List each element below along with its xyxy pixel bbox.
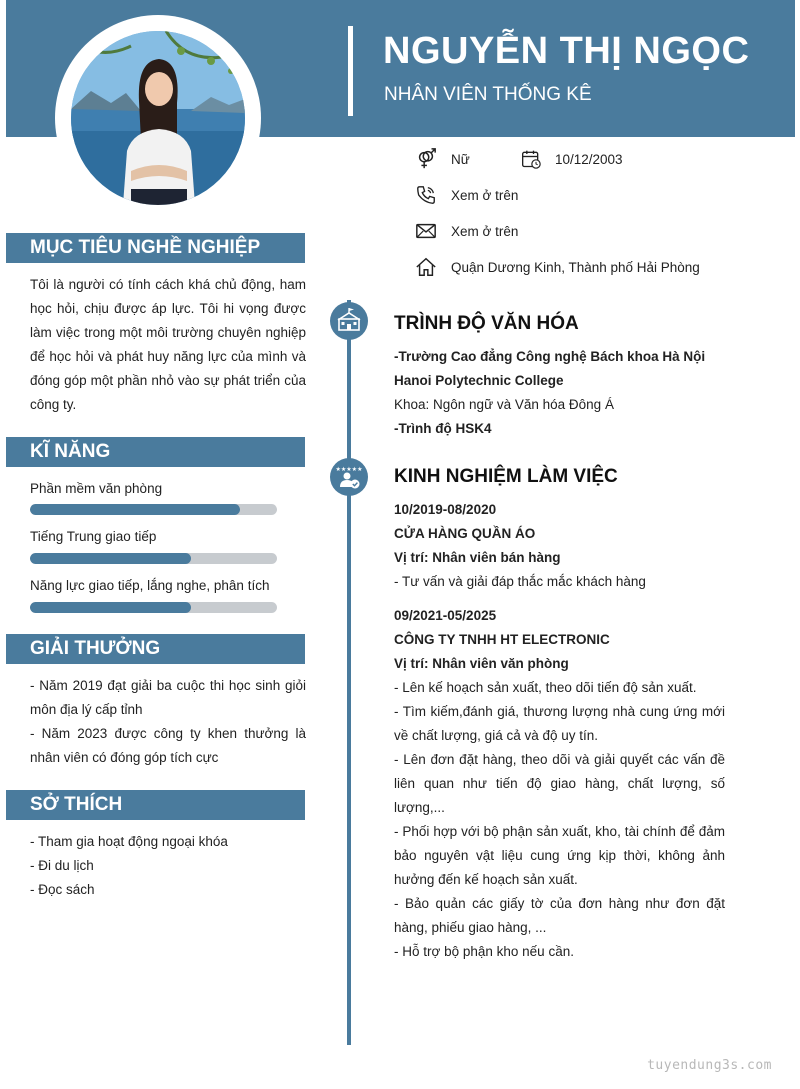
language-certificate: -Trình độ HSK4 <box>394 421 492 436</box>
job-duty: - Tìm kiếm,đánh giá, thương lượng nhà cung ứng mới về chất lượng, giá cả và độ uy tín. <box>394 704 725 743</box>
svg-text:★★★★★: ★★★★★ <box>335 466 363 473</box>
skill-bar <box>30 553 277 564</box>
skill-bar <box>30 602 277 613</box>
skill-bar-fill <box>30 504 240 515</box>
job-duty: - Hỗ trợ bộ phận kho nếu cần. <box>394 944 574 959</box>
job-duty: - Phối hợp với bộ phận sản xuất, kho, tài chính để đảm bảo nguyên vật liệu cung ứng kịp thời, không ảnh hưởng đến kế hoạch sản xuất. <box>394 824 725 887</box>
header-divider <box>348 26 353 116</box>
education-details <box>394 345 725 441</box>
contact-email <box>415 219 518 243</box>
school-name: -Trường Cao đẳng Công nghệ Bách khoa Hà Nội <box>394 349 706 364</box>
avatar <box>71 31 245 205</box>
experience-heading: KINH NGHIỆM LÀM VIỆC <box>394 466 618 487</box>
awards-list <box>30 674 306 770</box>
job-title: NHÂN VIÊN THỐNG KÊ <box>384 84 592 105</box>
home-icon <box>415 256 437 278</box>
gender-icon <box>415 148 437 170</box>
contact-birthdate <box>521 147 623 171</box>
contact-address <box>415 255 700 279</box>
job-company: CỬA HÀNG QUẦN ÁO <box>394 526 536 541</box>
skill-label: Phần mềm văn phòng <box>30 481 163 496</box>
experience-details <box>394 498 725 964</box>
portrait-photo-icon <box>71 31 245 205</box>
phone-value: Xem ở trên <box>451 187 519 203</box>
job-period: 09/2021-05/2025 <box>394 608 497 623</box>
birthdate-value: 10/12/2003 <box>555 151 623 167</box>
school-icon <box>330 302 368 340</box>
objective-text: Tôi là người có tính cách khá chủ động, ham học hỏi, chịu được áp lực. Tôi hi vọng được làm việc trong một môi trường chuyên nghiệp để học hỏi và phát huy năng lực của mình và đóng góp một phần nhỏ vào sự phát triển của công ty. <box>30 277 306 412</box>
hobby-item: - Đi du lịch <box>30 858 94 873</box>
awards-heading: GIẢI THƯỞNG <box>6 634 305 664</box>
skill-bar-fill <box>30 553 191 564</box>
skill-label: Tiếng Trung giao tiếp <box>30 529 157 544</box>
mail-icon <box>415 220 437 242</box>
job-period: 10/2019-08/2020 <box>394 502 497 517</box>
objective-heading: MỤC TIÊU NGHỀ NGHIỆP <box>6 233 305 263</box>
education-icon-badge <box>330 302 368 340</box>
hobby-item: - Tham gia hoạt động ngoại khóa <box>30 834 228 849</box>
school-name-en: Hanoi Polytechnic College <box>394 373 564 388</box>
hobby-item: - Đọc sách <box>30 882 95 897</box>
job-duty: - Bảo quản các giấy tờ của đơn hàng như đơn đặt hàng, phiếu giao hàng, ... <box>394 896 725 935</box>
gender-value: Nữ <box>451 151 470 167</box>
job-duty: - Tư vấn và giải đáp thắc mắc khách hàng <box>394 574 646 589</box>
contact-gender <box>415 147 470 171</box>
phone-icon <box>415 184 437 206</box>
skills-heading: KĨ NĂNG <box>6 437 305 467</box>
skill-label: Năng lực giao tiếp, lắng nghe, phân tích <box>30 578 270 593</box>
job-duty: - Lên đơn đặt hàng, theo dõi và giải quyết các vấn đề liên quan như tiến độ giao hàng, chất lượng, số lượng,... <box>394 752 725 815</box>
calendar-icon <box>521 149 541 169</box>
contact-phone <box>415 183 518 207</box>
watermark: tuyendung3s.com <box>647 1058 772 1073</box>
faculty: Khoa: Ngôn ngữ và Văn hóa Đông Á <box>394 397 614 412</box>
job-duty: - Lên kế hoạch sản xuất, theo dõi tiến độ sản xuất. <box>394 680 697 695</box>
candidate-name: NGUYỄN THỊ NGỌC <box>383 30 750 72</box>
job-position: Vị trí: Nhân viên bán hàng <box>394 550 561 565</box>
email-value: Xem ở trên <box>451 223 519 239</box>
hobbies-heading: SỞ THÍCH <box>6 790 305 820</box>
address-value: Quận Dương Kinh, Thành phố Hải Phòng <box>451 259 700 275</box>
hobbies-list <box>30 830 306 902</box>
skill-bar-fill <box>30 602 191 613</box>
job-position: Vị trí: Nhân viên văn phòng <box>394 656 569 671</box>
job-company: CÔNG TY TNHH HT ELECTRONIC <box>394 632 610 647</box>
award-item: - Năm 2023 được công ty khen thưởng là nhân viên có đóng góp tích cực <box>30 726 306 765</box>
team-star-icon <box>330 458 368 496</box>
award-item: - Năm 2019 đạt giải ba cuộc thi học sinh giỏi môn địa lý cấp tỉnh <box>30 678 306 717</box>
experience-icon-badge <box>330 458 368 496</box>
skill-bar <box>30 504 277 515</box>
timeline-line <box>347 300 351 1045</box>
education-heading: TRÌNH ĐỘ VĂN HÓA <box>394 313 579 334</box>
